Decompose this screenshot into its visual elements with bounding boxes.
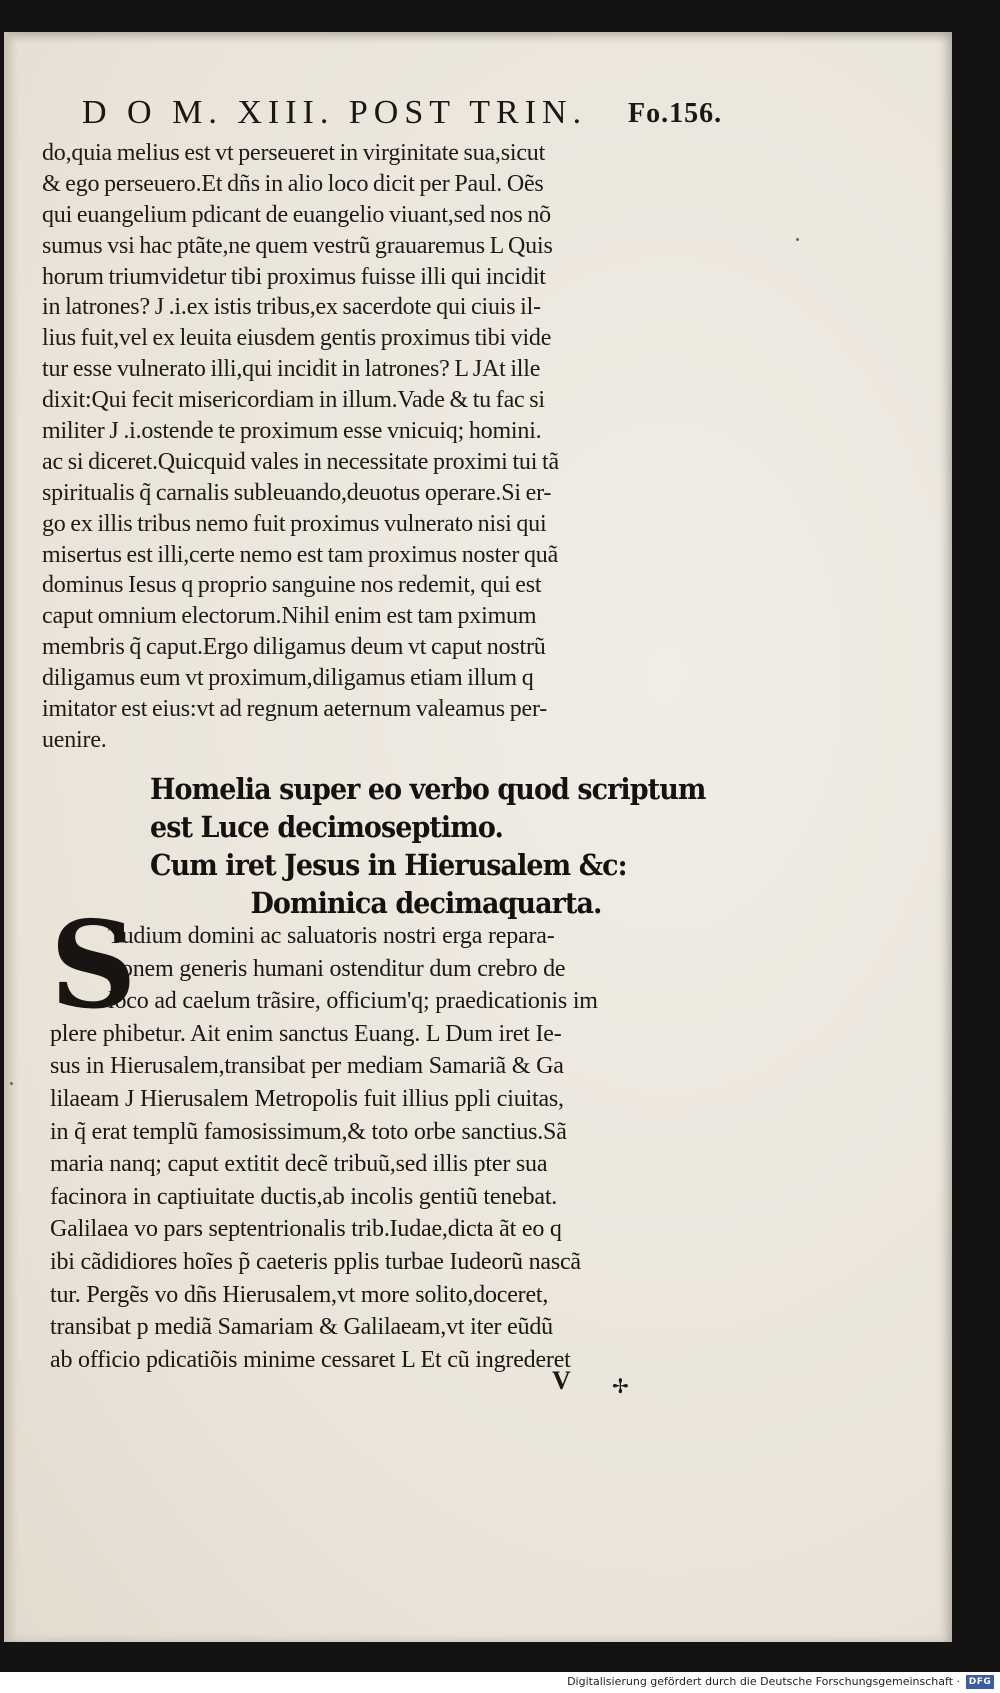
text-line: dixit:Qui fecit misericordiam in illum.Vade & tu fac si	[42, 387, 545, 414]
text-line: ac si diceret.Quicquid vales in necessitate proximi tui tã	[42, 448, 559, 475]
text-line: go ex illis tribus nemo fuit proximus vulnerato nisi qui	[42, 510, 547, 537]
credit-text: Digitalisierung gefördert durch die Deutsche Forschungsgemeinschaft ·	[567, 1675, 960, 1688]
heading-line: Cum iret Jesus in Hierusalem &c:	[150, 848, 627, 882]
drop-cap: S	[50, 895, 137, 1036]
heading-line: Homelia super eo verbo quod scriptum	[150, 772, 706, 806]
text-line: dominus Iesus q proprio sanguine nos redemit, qui est	[42, 572, 542, 599]
text-line: lius fuit,vel ex leuita eiusdem gentis proximus tibi vide	[42, 325, 552, 352]
heading-line: Dominica decimaquarta.	[250, 886, 602, 920]
homily-heading	[150, 770, 750, 922]
paper-speck	[796, 238, 799, 241]
text-line: membris q̃ caput.Ergo diligamus deum vt caput nostrũ	[42, 634, 546, 661]
signature-mark: V	[552, 1366, 571, 1395]
text-line: diligamus eum vt proximum,diligamus etiam illum q	[42, 665, 534, 692]
main-text-block	[42, 138, 742, 756]
text-line: qui euangelium pdicant de euangelio viuant,sed nos nõ	[42, 201, 551, 228]
text-line: caput omnium electorum.Nihil enim est tam pximum	[42, 603, 537, 630]
body-line: ab officio pdicatiõis minime cessaret L Et cũ ingrederet	[50, 1346, 571, 1373]
body-line: plere phibetur. Ait enim sanctus Euang. L Dum iret Ie-	[50, 1020, 562, 1047]
running-head: D O M. XIII. POST TRIN.	[82, 94, 588, 131]
text-line: militer J .i.ostende te proximum esse vnicuiq; homini.	[42, 418, 542, 445]
page-gutter	[4, 32, 18, 1642]
dfg-logo-icon: DFG	[966, 1675, 994, 1689]
body-line: loco ad caelum trãsire, officium'q; praedicationis im	[108, 988, 598, 1015]
text-line: horum triumvidetur tibi proximus fuisse illi qui incidit	[42, 263, 546, 290]
text-line: misertus est illi,certe nemo est tam proximus noster quã	[42, 541, 559, 568]
text-line: tur esse vulnerato illi,qui incidit in latrones? L JAt ille	[42, 356, 541, 383]
text-line: do,quia melius est vt perseueret in virginitate sua,sicut	[42, 140, 546, 166]
digitization-credit-bar	[0, 1672, 1000, 1693]
text-line: sumus vsi hac ptãte,ne quem vestrũ grauaremus L Quis	[42, 232, 553, 259]
text-line: uenire.	[42, 726, 107, 753]
body-line: tionem generis humani ostenditur dum crebro de	[108, 955, 566, 982]
body-line: sus in Hierusalem,transibat per mediam Samariã & Ga	[50, 1053, 564, 1080]
body-line: transibat p mediã Samariam & Galilaeam,vt iter eũdũ	[50, 1314, 553, 1341]
ornament-icon: ✢	[612, 1374, 629, 1398]
text-line: spiritualis q̃ carnalis subleuando,deuotus operare.Si er-	[42, 479, 552, 506]
body-line: lilaeam J Hierusalem Metropolis fuit illius ppli ciuitas,	[50, 1085, 564, 1112]
text-line: & ego perseuero.Et dñs in alio loco dicit per Paul. Oẽs	[42, 170, 544, 197]
body-line: in q̃ erat templũ famosissimum,& toto orbe sanctius.Sã	[50, 1118, 567, 1145]
heading-line: est Luce decimoseptimo.	[150, 810, 503, 844]
body-line: Tudium domini ac saluatoris nostri erga repara-	[108, 923, 555, 949]
body-line: ibi cãdidiores hoĩes p̃ caeteris pplis turbae Iudeorũ nascã	[50, 1248, 581, 1275]
paper-speck	[10, 1082, 13, 1085]
text-line: in latrones? J .i.ex istis tribus,ex sacerdote qui ciuis il-	[42, 294, 541, 321]
text-line: imitator est eius:vt ad regnum aeternum valeamus per-	[42, 696, 548, 723]
body-line: facinora in captiuitate ductis,ab incolis gentiũ tenebat.	[50, 1183, 558, 1210]
body-line: maria nanq; caput extitit decẽ tribuũ,sed illis pter sua	[50, 1151, 548, 1178]
folio-number: Fo.156.	[628, 98, 723, 129]
body-line: tur. Pergẽs vo dñs Hierusalem,vt more solito,doceret,	[50, 1281, 549, 1308]
body-line: Galilaea vo pars septentrionalis trib.Iudae,dicta ãt eo q	[50, 1216, 562, 1243]
